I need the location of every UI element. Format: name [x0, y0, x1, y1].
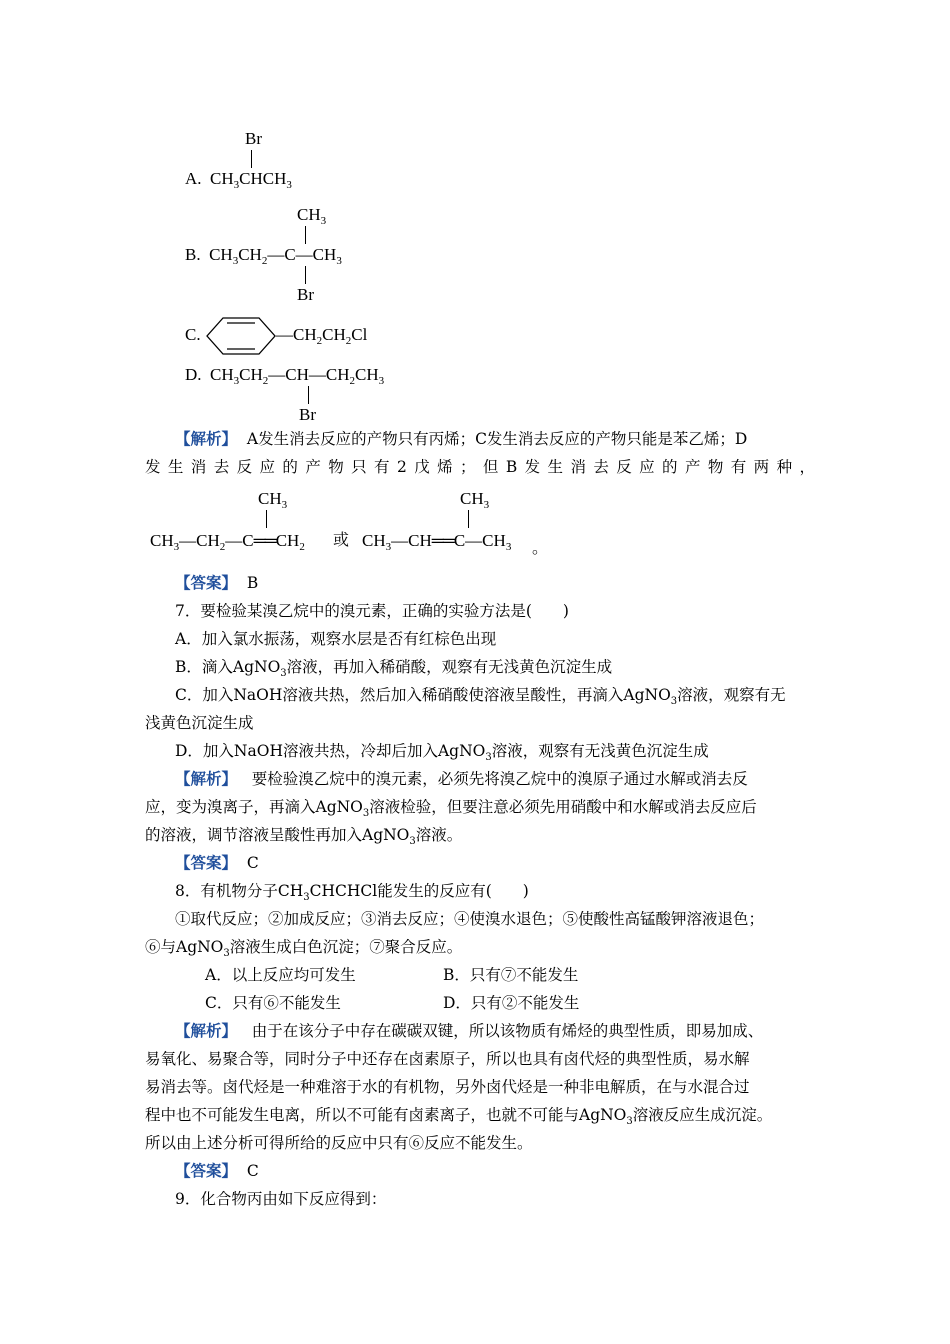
- q7-option-c-line2: 浅黄色沉淀生成: [145, 714, 254, 732]
- q7-option-c: C．加入NaOH溶液共热，然后加入稀硝酸使溶液呈酸性，再滴入AgNO$_3$溶液，观察有无: [175, 686, 786, 708]
- answer-tag: 【答案】: [175, 1161, 238, 1180]
- answer-3: 【答案】 C: [175, 1161, 259, 1180]
- answer-1: 【答案】 B: [175, 573, 259, 592]
- or-text: 或: [333, 530, 350, 549]
- analysis-tag: 【解析】: [175, 769, 238, 788]
- option-d-br: Br: [299, 405, 316, 424]
- analysis-tag: 【解析】: [175, 429, 238, 448]
- analysis-3-line4: 程中也不可能发生电离，所以不可能有卤素离子，也就不可能与AgNO$_3$溶液反应生成沉淀。: [145, 1106, 773, 1128]
- option-c-label: C.: [185, 325, 201, 344]
- option-b-formula: B. $CH_3CH_2—C—CH_3$: [185, 245, 342, 267]
- benzene-ring-icon: [205, 312, 277, 360]
- bond-line: [266, 510, 267, 528]
- answer-tag: 【答案】: [175, 853, 238, 872]
- answer-tag: 【答案】: [175, 573, 238, 592]
- q7-stem: 7．要检验某溴乙烷中的溴元素，正确的实验方法是( ): [175, 602, 569, 620]
- analysis-3: 【解析】 由于在该分子中存在碳碳双键，所以该物质有烯烃的典型性质，即易加成、: [175, 1021, 764, 1040]
- q8-reactions-line2: ⑥与AgNO$_3$溶液生成白色沉淀；⑦聚合反应。: [145, 938, 463, 960]
- struct1-ch3-top: $CH_3$: [258, 489, 288, 511]
- q9-stem: 9．化合物丙由如下反应得到：: [175, 1190, 387, 1208]
- bond-line: [468, 510, 469, 528]
- option-d-formula: D. $CH_3CH_2—CH—CH_2CH_3$: [185, 365, 385, 387]
- analysis-1-line2: 发生消去反应的产物只有2戊烯；但B发生消去反应的产物有两种，: [145, 458, 815, 476]
- struct2-ch3-top: $CH_3$: [460, 489, 490, 511]
- q8-options-row1: [145, 961, 815, 989]
- analysis-1: 【解析】 A发生消去反应的产物只有丙烯；C发生消去反应的产物只能是苯乙烯；D: [175, 429, 748, 448]
- struct1-chain: $CH_3—CH_2—C══CH_2$: [150, 531, 305, 553]
- option-b-br: Br: [297, 285, 314, 304]
- analysis-3-line3: 易消去等。卤代烃是一种难溶于水的有机物，另外卤代烃是一种非电解质，在与水混合过: [145, 1078, 750, 1096]
- analysis-3-line5: 所以由上述分析可得所给的反应中只有⑥反应不能发生。: [145, 1134, 533, 1152]
- q7-option-b: B．滴入AgNO$_3$溶液，再加入稀硝酸，观察有无浅黄色沉淀生成: [175, 658, 613, 680]
- bond-line: [251, 150, 252, 168]
- analysis-2-line3: 的溶液，调节溶液呈酸性再加入AgNO$_3$溶液。: [145, 826, 463, 848]
- bond-line: [308, 386, 309, 404]
- q8-option-c: C．只有⑥不能发生: [205, 994, 341, 1012]
- q8-reactions: ①取代反应；②加成反应；③消去反应；④使溴水退色；⑤使酸性高锰酸钾溶液退色；: [175, 910, 765, 928]
- analysis-2: 【解析】 要检验溴乙烷中的溴元素，必须先将溴乙烷中的溴原子通过水解或消去反: [175, 769, 748, 788]
- bond-line: [305, 266, 306, 284]
- q7-option-d: D．加入NaOH溶液共热，冷却后加入AgNO$_3$溶液，观察有无浅黄色沉淀生成: [175, 742, 709, 764]
- period: 。: [532, 538, 549, 557]
- analysis-3-line2: 易氧化、易聚合等，同时分子中还存在卤素原子，所以也具有卤代烃的典型性质，易水解: [145, 1050, 750, 1068]
- q8-option-b: B．只有⑦不能发生: [443, 966, 579, 984]
- q8-stem: 8．有机物分子$CH_3CHCHCl$能发生的反应有( ): [175, 882, 529, 904]
- analysis-2-line2: 应，变为溴离子，再滴入AgNO$_3$溶液检验，但要注意必须先用硝酸中和水解或消去反应后: [145, 798, 757, 820]
- analysis-tag: 【解析】: [175, 1021, 238, 1040]
- option-a-br: Br: [245, 129, 262, 148]
- q8-option-a: A．以上反应均可发生: [205, 966, 356, 984]
- answer-2: 【答案】 C: [175, 853, 259, 872]
- option-b-ch3-top: $CH_3$: [297, 205, 327, 227]
- option-c-chain: $—CH_2CH_2Cl$: [276, 325, 368, 347]
- option-a-formula: A. $CH_3CHCH_3$: [185, 169, 292, 191]
- q8-options-row2: [145, 989, 815, 1017]
- struct2-chain: $CH_3—CH══C—CH_3$: [362, 531, 512, 553]
- q8-option-d: D．只有②不能发生: [443, 994, 580, 1012]
- q7-option-a: A．加入氯水振荡，观察水层是否有红棕色出现: [175, 630, 497, 648]
- bond-line: [305, 226, 306, 244]
